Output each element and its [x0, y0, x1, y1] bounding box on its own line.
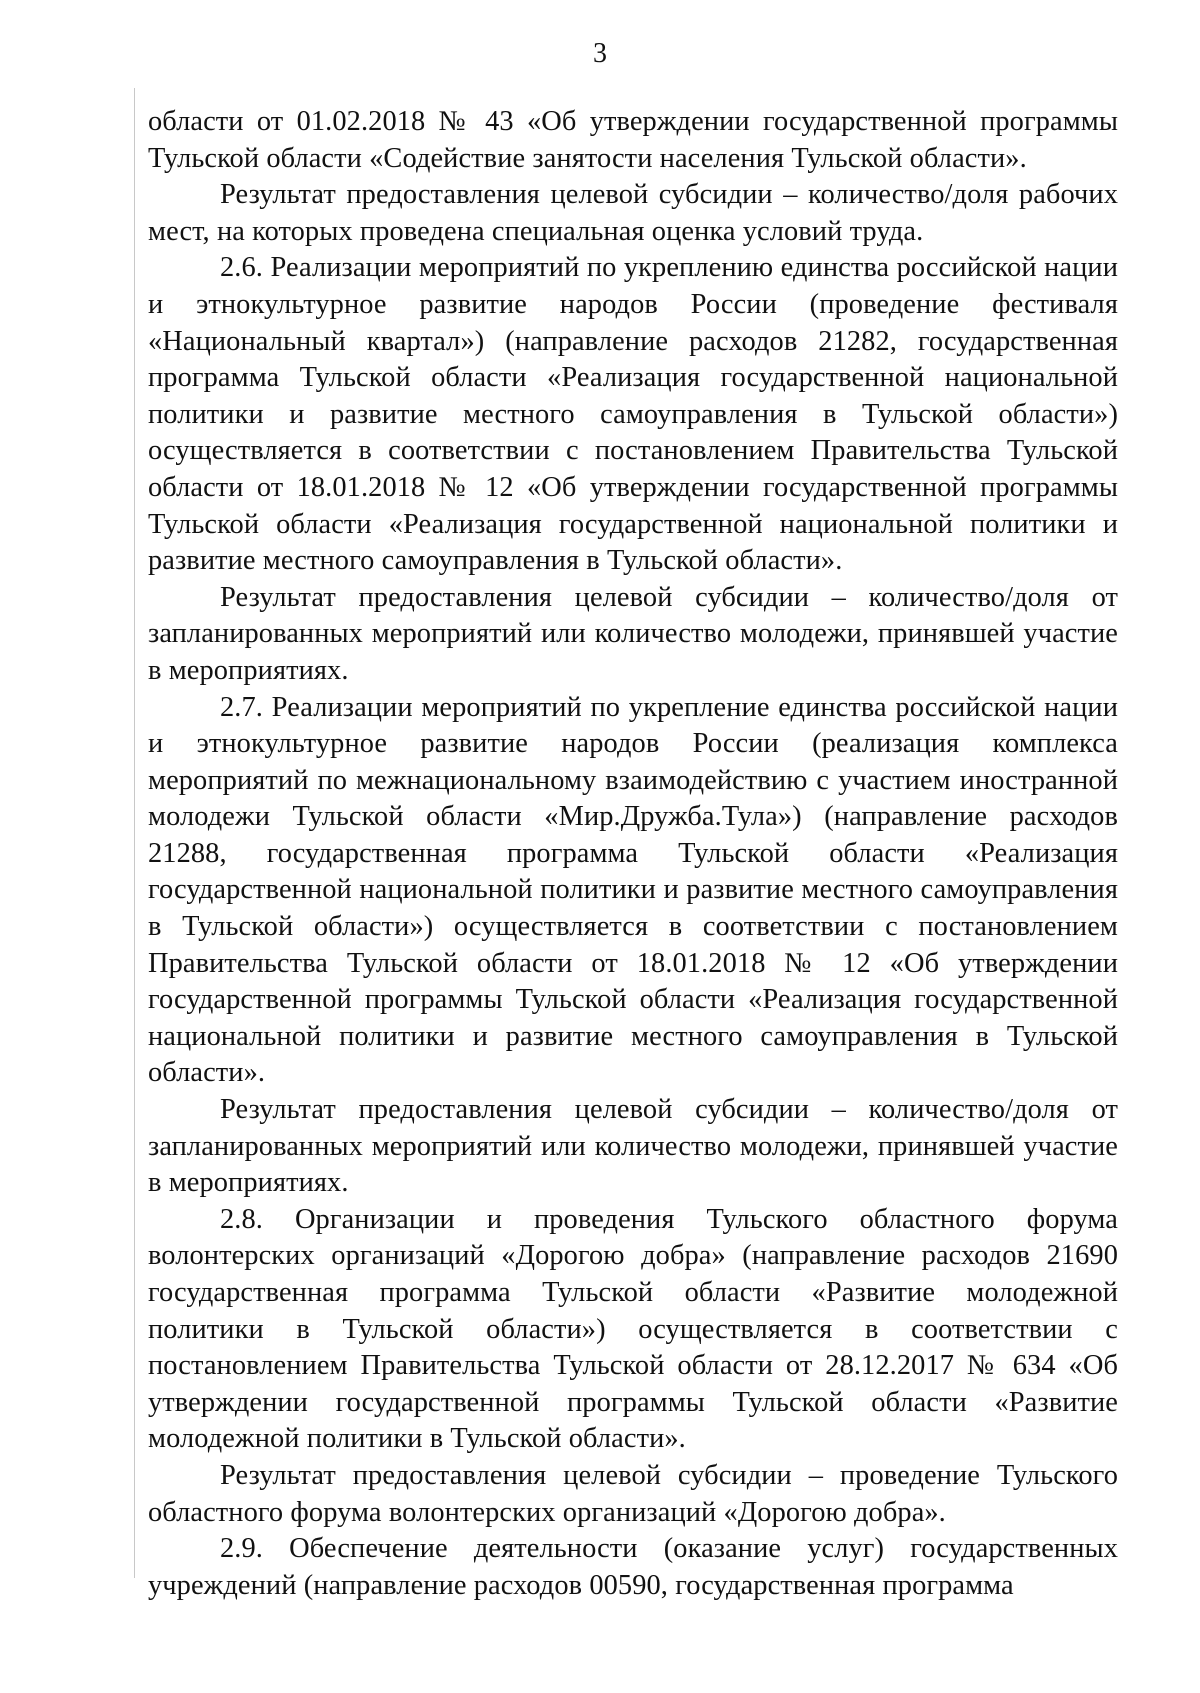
- paragraph-2-6: 2.6. Реализации мероприятий по укреплению единства российской нации и этнокультурное развитие народов России (проведение фестиваля «Национальный квартал») (направление расходов 21282, государственная программа Тульской области «Реализация государственной национальной политики и развитие местного самоуправления в Тульской области») осуществляется в соответствии с постановлением Правительства Тульской области от 18.01.2018 № 12 «Об утверждении государственной программы Тульской области «Реализация государственной национальной политики и развитие местного самоуправления в Тульской области».: [148, 252, 1118, 577]
- paragraph-result-2-6: Результат предоставления целевой субсидии – количество/доля от запланированных мероприятий или количество молодежи, принявшей участие в мероприятиях.: [148, 581, 1118, 686]
- paragraph-result-workplaces: Результат предоставления целевой субсидии – количество/доля рабочих мест, на которых проведена специальная оценка условий труда.: [148, 179, 1118, 247]
- paragraph-continuation: области от 01.02.2018 № 43 «Об утверждении государственной программы Тульской области «Содействие занятости населения Тульской области».: [148, 106, 1118, 174]
- paragraph-2-8: 2.8. Организации и проведения Тульского областного форума волонтерских организаций «Дорогою добра» (направление расходов 21690 государственная программа Тульской области «Развитие молодежной политики в Тульской области») осуществляется в соответствии с постановлением Правительства Тульской области от 28.12.2017 № 634 «Об утверждении государственной программы Тульской области «Развитие молодежной политики в Тульской области».: [148, 1203, 1118, 1455]
- paragraph-result-2-7: Результат предоставления целевой субсидии – количество/доля от запланированных мероприятий или количество молодежи, принявшей участие в мероприятиях.: [148, 1094, 1118, 1199]
- document-body: [148, 104, 1118, 1604]
- paragraph-result-2-8: Результат предоставления целевой субсидии – проведение Тульского областного форума волонтерских организаций «Дорогою добра».: [148, 1459, 1118, 1528]
- paragraph-2-7: 2.7. Реализации мероприятий по укрепление единства российской нации и этнокультурное развитие народов России (реализация комплекса мероприятий по межнациональному взаимодействию с участием иностранной молодежи Тульской области «Мир.Дружба.Тула») (направление расходов 21288, государственная программа Тульской области «Реализация государственной национальной политики и развитие местного самоуправления в Тульской области») осуществляется в соответствии с постановлением Правительства Тульской области от 18.01.2018 № 12 «Об утверждении государственной программы Тульской области «Реализация государственной национальной политики и развитие местного самоуправления в Тульской области».: [148, 691, 1118, 1089]
- paragraph-2-9: 2.9. Обеспечение деятельности (оказание услуг) государственных учреждений (направление расходов 00590, государственная программа: [148, 1533, 1118, 1601]
- page-number: 3: [593, 38, 607, 69]
- scan-margin-line: [134, 88, 135, 1578]
